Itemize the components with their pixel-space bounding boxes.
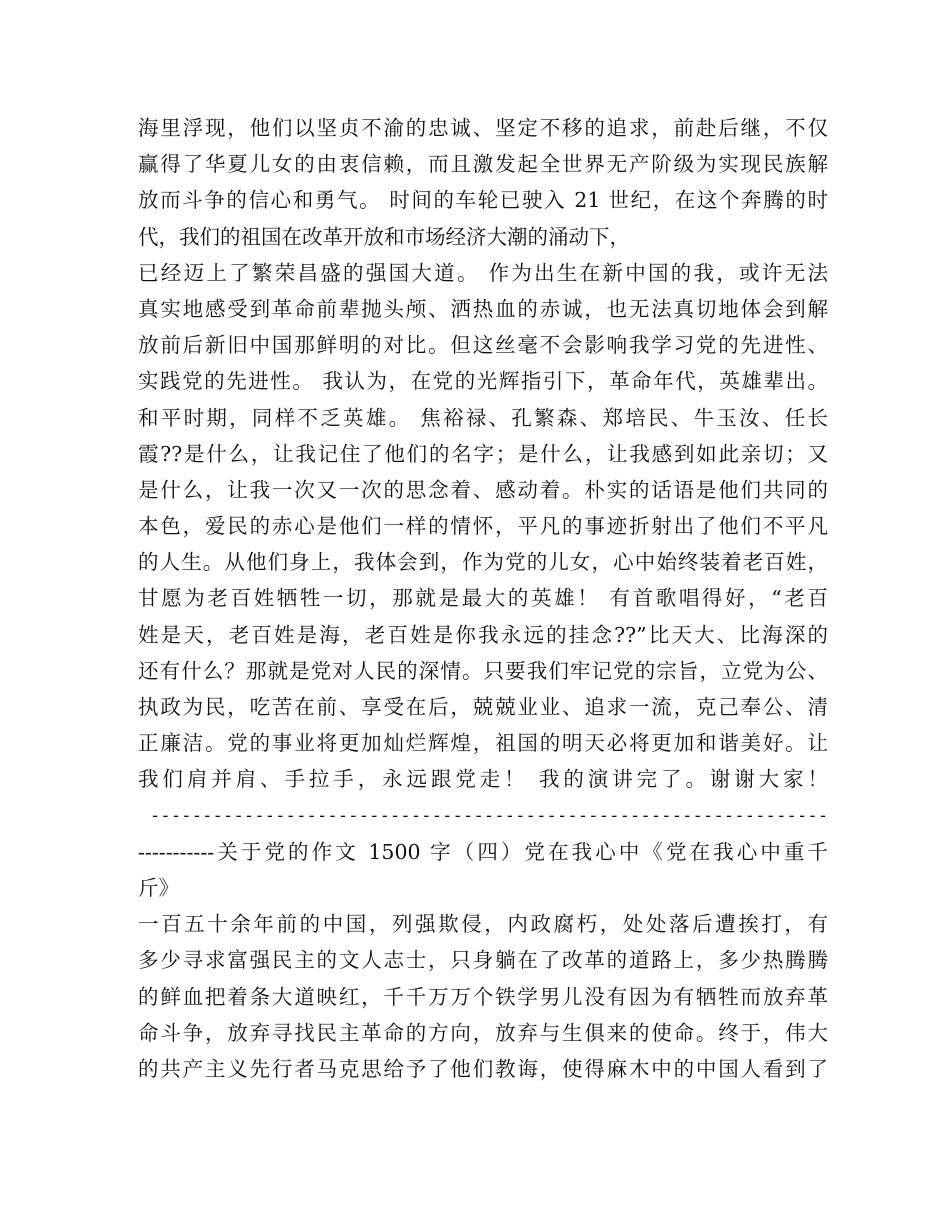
text-line: 的人生。从他们身上，我体会到，作为党的儿女，心中始终装着老百姓， (138, 550, 828, 575)
text-line: 已经迈上了繁荣昌盛的强国大道。 作为出生在新中国的我，或许无法 (138, 260, 828, 285)
text-line: 赢得了华夏儿女的由衷信赖，而且激发起全世界无产阶级为实现民族解 (138, 152, 828, 177)
text-line: 还有什么？那就是党对人民的深情。只要我们牢记党的宗旨，立党为公、 (138, 658, 828, 683)
text-line: 正廉洁。党的事业将更加灿烂辉煌，祖国的明天必将更加和谐美好。让 (138, 731, 828, 756)
document-page (138, 110, 828, 1087)
text-line: 执政为民，吃苦在前、享受在后，兢兢业业、追求一流，克己奉公、清 (138, 695, 828, 719)
text-line: 实践党的先进性。 我认为，在党的光辉指引下，革命年代，英雄辈出。 (138, 369, 828, 394)
text-line: 放而斗争的信心和勇气。 时间的车轮已驶入 21 世纪，在这个奔腾的时 (138, 188, 828, 213)
text-line: 一百五十余年前的中国，列强欺侵，内政腐朽，处处落后遭挨打，有 (138, 912, 828, 937)
text-line: 是什么，让我一次又一次的思念着、感动着。朴实的话语是他们共同的 (138, 477, 828, 502)
text-line: 真实地感受到革命前辈抛头颅、洒热血的赤诚，也无法真切地体会到解 (138, 296, 828, 321)
text-line: 的共产主义先行者马克思给予了他们教诲，使得麻木中的中国人看到了 (138, 1056, 828, 1081)
text-line: 甘愿为老百姓牺牲一切，那就是最大的英雄！ 有首歌唱得好，“老百 (138, 586, 828, 611)
section-heading-line: -----------关于党的作文 1500 字（四）党在我心中《党在我心中重千 (138, 839, 828, 864)
text-line: 我们肩并肩、手拉手，永远跟党走！ 我的演讲完了。谢谢大家！ (138, 767, 828, 792)
text-line: 姓是天，老百姓是海，老百姓是你我永远的挂念??”比天大、比海深的 (138, 622, 828, 647)
text-line: 海里浮现，他们以坚贞不渝的忠诚、坚定不移的追求，前赴后继，不仅 (138, 116, 828, 140)
text-line: 霞??是什么，让我记住了他们的名字；是什么，让我感到如此亲切；又 (138, 441, 828, 466)
text-line: 放前后新旧中国那鲜明的对比。但这丝毫不会影响我学习党的先进性、 (138, 333, 828, 358)
text-line: 和平时期，同样不乏英雄。 焦裕禄、孔繁森、郑培民、牛玉汝、任长 (138, 405, 828, 430)
text-line: 命斗争，放弃寻找民主革命的方向，放弃与生俱来的使命。终于，伟大 (138, 1020, 828, 1045)
text-line: 代，我们的祖国在改革开放和市场经济大潮的涌动下， (138, 224, 630, 249)
dashed-separator: ----------------------------------------------------------------- (150, 805, 828, 826)
text-line: 多少寻求富强民主的文人志士，只身躺在了改革的道路上，多少热腾腾 (138, 948, 828, 973)
text-line: 的鲜血把着条大道映红，千千万万个铁学男儿没有因为有牺牲而放弃革 (138, 984, 828, 1009)
text-line: 本色，爱民的赤心是他们一样的情怀，平凡的事迹折射出了他们不平凡 (138, 514, 828, 539)
section-heading-line: 斤》 (138, 875, 179, 900)
